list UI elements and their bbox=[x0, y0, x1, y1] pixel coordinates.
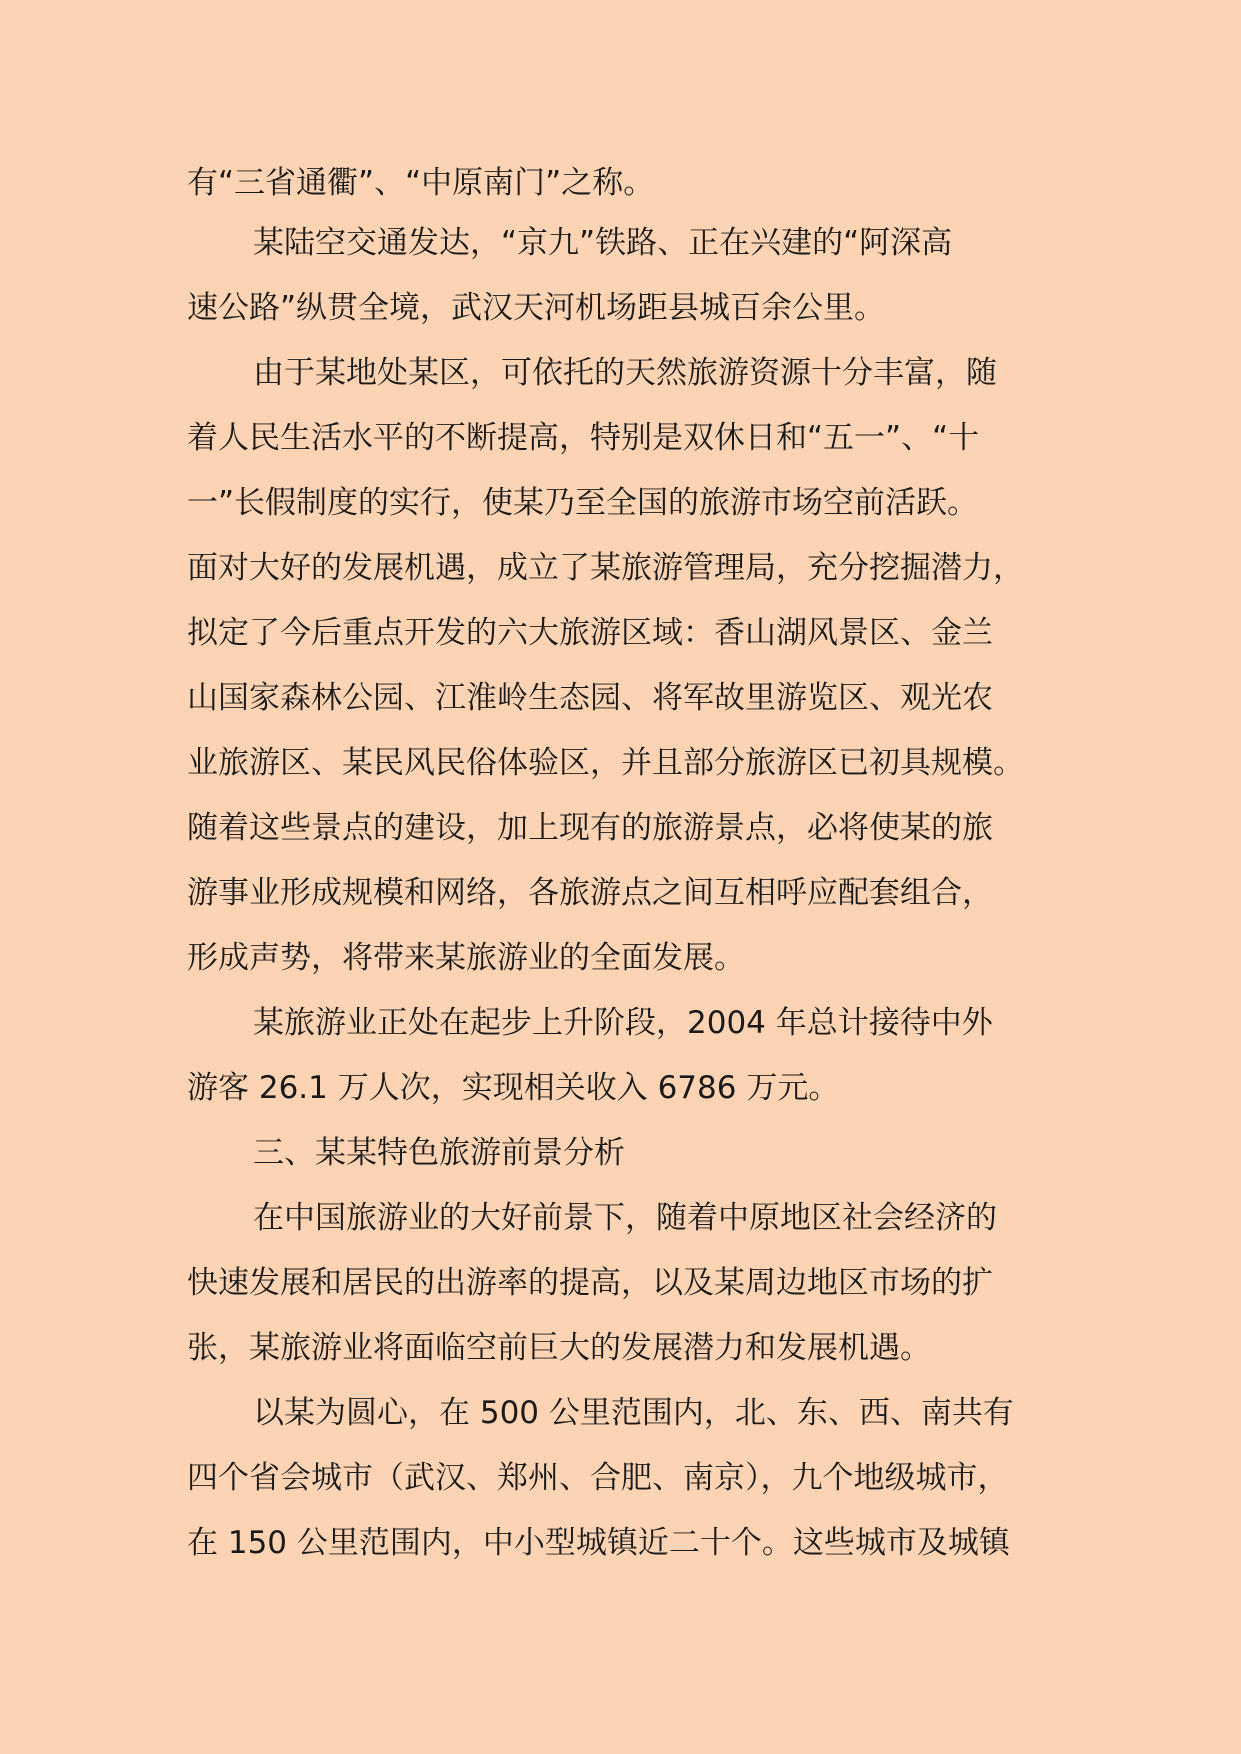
text-line: 面对大好的发展机遇，成立了某旅游管理局，充分挖掘潜力， bbox=[187, 550, 1024, 586]
paragraph-first-line: 在中国旅游业的大好前景下，随着中原地区社会经济的 bbox=[253, 1200, 997, 1236]
text-line: 拟定了今后重点开发的六大旅游区域：香山湖风景区、金兰 bbox=[187, 615, 993, 651]
text-line: 在 150 公里范围内，中小型城镇近二十个。这些城市及城镇 bbox=[187, 1525, 1010, 1561]
section-heading: 三、某某特色旅游前景分析 bbox=[253, 1135, 625, 1171]
paragraph-first-line: 某旅游业正处在起步上升阶段，2004 年总计接待中外 bbox=[253, 1005, 993, 1041]
paragraph-first-line: 某陆空交通发达，“京九”铁路、正在兴建的“阿深高 bbox=[253, 225, 953, 261]
text-line: 形成声势，将带来某旅游业的全面发展。 bbox=[187, 940, 745, 976]
text-line: 游事业形成规模和网络，各旅游点之间互相呼应配套组合， bbox=[187, 875, 993, 911]
text-line: 四个省会城市（武汉、郑州、合肥、南京），九个地级城市， bbox=[187, 1460, 1009, 1496]
text-line: 山国家森林公园、江淮岭生态园、将军故里游览区、观光农 bbox=[187, 680, 993, 716]
text-line: 有“三省通衢”、“中原南门”之称。 bbox=[187, 165, 655, 201]
text-line: 游客 26.1 万人次，实现相关收入 6786 万元。 bbox=[187, 1070, 840, 1106]
text-line: 速公路”纵贯全境，武汉天河机场距县城百余公里。 bbox=[187, 290, 886, 326]
paragraph-first-line: 以某为圆心，在 500 公里范围内，北、东、西、南共有 bbox=[253, 1395, 1014, 1431]
document-body bbox=[187, 155, 1053, 1576]
text-line: 随着这些景点的建设，加上现有的旅游景点，必将使某的旅 bbox=[187, 810, 993, 846]
text-line: 一”长假制度的实行，使某乃至全国的旅游市场空前活跃。 bbox=[187, 485, 979, 521]
text-line: 着人民生活水平的不断提高，特别是双休日和“五一”、“十 bbox=[187, 420, 980, 456]
paragraph-first-line: 由于某地处某区，可依托的天然旅游资源十分丰富，随 bbox=[253, 355, 997, 391]
text-line: 张，某旅游业将面临空前巨大的发展潜力和发展机遇。 bbox=[187, 1330, 931, 1366]
text-line: 快速发展和居民的出游率的提高，以及某周边地区市场的扩 bbox=[187, 1265, 993, 1301]
text-line: 业旅游区、某民风民俗体验区，并且部分旅游区已初具规模。 bbox=[187, 745, 1024, 781]
